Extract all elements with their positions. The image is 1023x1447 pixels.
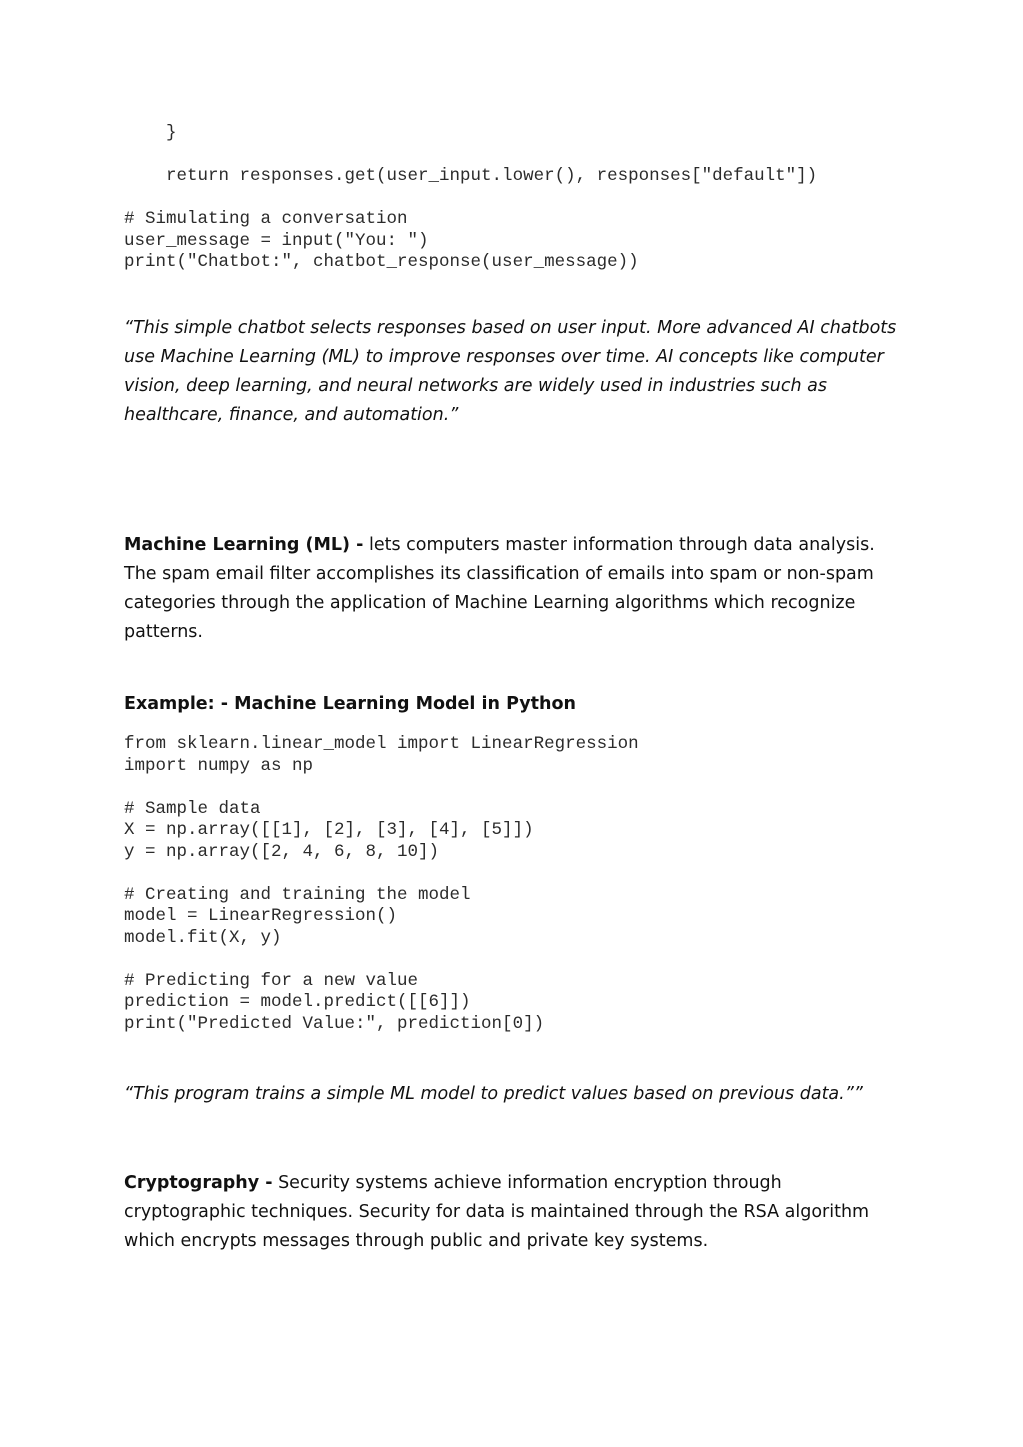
code-block-chatbot	[124, 123, 817, 274]
code-line: # Predicting for a new value	[124, 970, 419, 991]
code-line: import numpy as np	[124, 755, 314, 776]
cryptography-term: Cryptography -	[124, 1173, 273, 1193]
code-line	[124, 145, 817, 167]
cryptography-description: Security systems achieve information encryption through cryptographic techniques. Security for data is maintained through the RSA algorithm which encrypts messages through public and private key systems.	[124, 1173, 870, 1251]
code-line: model.fit(X, y)	[124, 927, 282, 948]
code-line: prediction = model.predict([[6]])	[124, 992, 471, 1012]
code-line: print("Chatbot:", chatbot_response(user_message))	[124, 252, 639, 272]
chatbot-summary-quote: “This simple chatbot selects responses based on user input. More advanced AI chatbots use Machine Learning (ML) to improve responses over time. AI concepts like computer vision, deep learning, and neural networks are widely used in industries such as healthcare, finance, and automation.”	[124, 318, 897, 425]
code-line: # Creating and training the model	[124, 884, 471, 905]
code-line: # Sample data	[124, 798, 261, 819]
code-line: }	[124, 123, 177, 143]
ml-definition-paragraph	[124, 531, 904, 647]
code-block-ml-model	[124, 734, 639, 1035]
code-line: print("Predicted Value:", prediction[0])	[124, 1013, 545, 1034]
code-line: user_message = input("You: ")	[124, 230, 429, 251]
code-line: X = np.array([[1], [2], [3], [4], [5]])	[124, 820, 534, 840]
ml-term: Machine Learning (ML) -	[124, 535, 364, 555]
code-line	[124, 949, 639, 971]
ml-description: lets computers master information through data analysis. The spam email filter accomplishes its classification of emails into spam or non-spam categories through the application of Machine Learning algorithms which recognize patterns.	[124, 535, 875, 642]
code-line: return responses.get(user_input.lower(), responses["default"])	[124, 166, 818, 186]
code-line: # Simulating a conversation	[124, 209, 408, 229]
ml-summary-quote: “This program trains a simple ML model to predict values based on previous data.””	[124, 1084, 863, 1104]
code-line	[124, 188, 817, 210]
example-heading: Example: - Machine Learning Model in Python	[124, 694, 576, 714]
code-line: y = np.array([2, 4, 6, 8, 10])	[124, 841, 440, 862]
code-line	[124, 777, 639, 799]
code-line: from sklearn.linear_model import LinearRegression	[124, 734, 639, 754]
code-line	[124, 863, 639, 885]
cryptography-paragraph	[124, 1169, 904, 1256]
code-line: model = LinearRegression()	[124, 906, 398, 926]
